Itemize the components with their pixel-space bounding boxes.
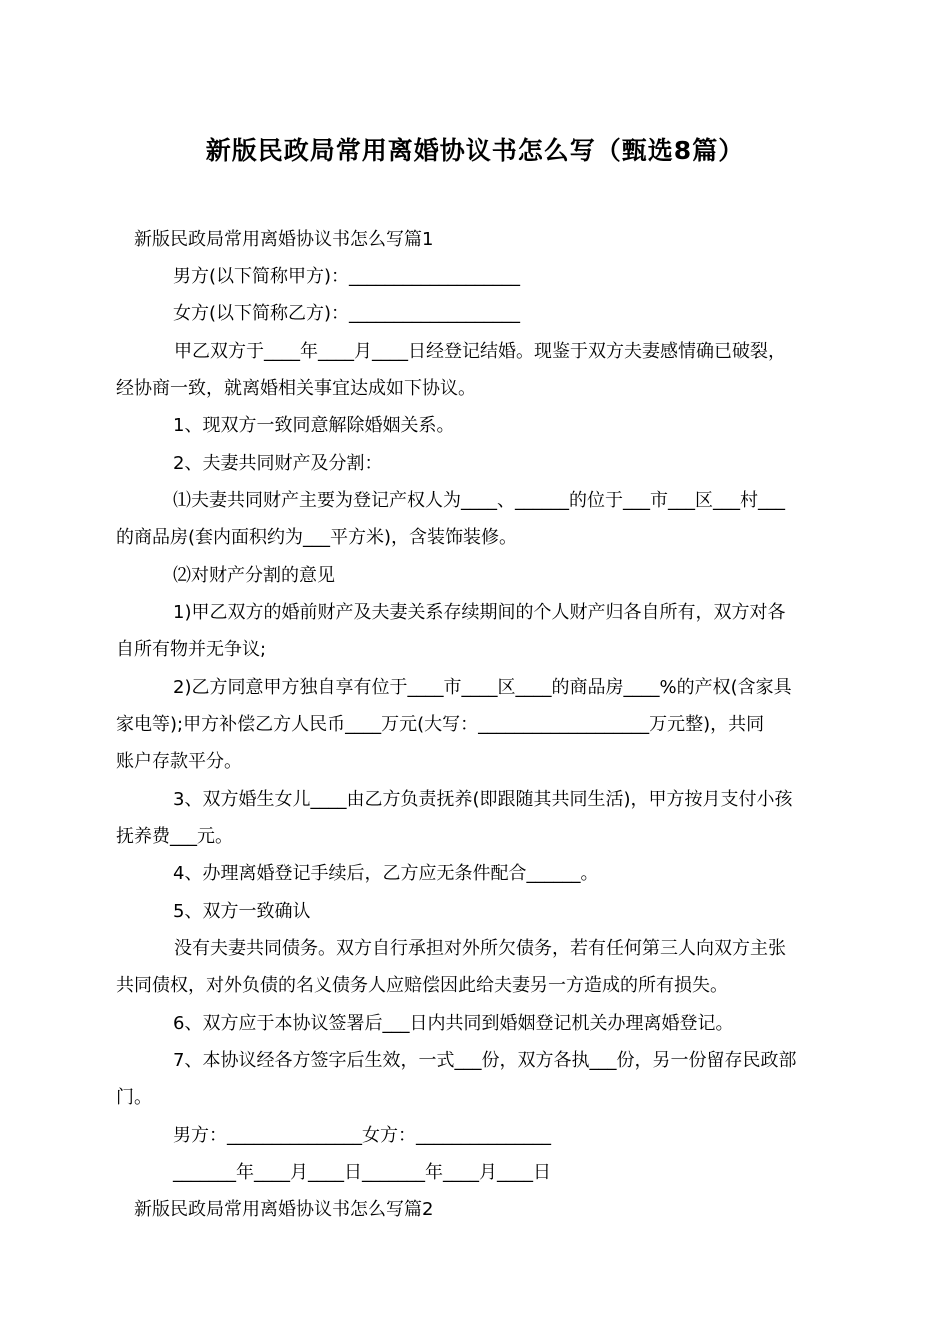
clause-6: 6、双方应于本协议签署后___日内共同到婚姻登记机关办理离婚登记。 — [173, 1013, 734, 1034]
clause-7-line-2: 门。 — [116, 1087, 152, 1108]
clause-3-line-1: 3、双方婚生女儿____由乙方负责抚养(即跟随其共同生活)，甲方按月支付小孩 — [173, 789, 793, 810]
clause-2-2-b-line-2: 家电等);甲方补偿乙方人民币____万元(大写：___________________万元整)，共同 — [116, 714, 765, 735]
clause-2-2-a-line-1: 1)甲乙双方的婚前财产及夫妻关系存续期间的个人财产归各自所有，双方对各 — [173, 602, 786, 623]
signature-row — [173, 1124, 551, 1148]
clause-2: 2、夫妻共同财产及分割： — [173, 453, 383, 474]
section-heading-1: 新版民政局常用离婚协议书怎么写篇1 — [134, 229, 434, 250]
male-date-field: _______年____月____日 — [173, 1162, 362, 1183]
clause-2-1-line-1: ⑴夫妻共同财产主要为登记产权人为____、______的位于___市___区___村___ — [173, 490, 785, 511]
clause-4: 4、办理离婚登记手续后，乙方应无条件配合______。 — [173, 863, 599, 884]
document-title: 新版民政局常用离婚协议书怎么写（甄选8篇） — [205, 136, 745, 165]
female-signature-field: 女方：_______________ — [362, 1125, 551, 1146]
clause-2-2-b-line-1: 2)乙方同意甲方独自享有位于____市____区____的商品房____%的产权(含家具 — [173, 677, 792, 698]
date-row — [173, 1161, 551, 1185]
female-party-line: 女方(以下简称乙方)：___________________ — [173, 303, 521, 324]
marriage-paragraph-line-2: 经协商一致，就离婚相关事宜达成如下协议。 — [116, 378, 476, 399]
male-signature-field: 男方：_______________ — [173, 1125, 362, 1146]
female-date-field: _______年____月____日 — [362, 1162, 551, 1183]
clause-7-line-1: 7、本协议经各方签字后生效，一式___份，双方各执___份，另一份留存民政部 — [173, 1050, 797, 1071]
clause-2-2-a-line-2: 自所有物并无争议; — [116, 639, 267, 660]
male-party-line: 男方(以下简称甲方)：___________________ — [173, 266, 521, 287]
clause-2-2: ⑵对财产分割的意见 — [173, 565, 335, 586]
section-heading-2: 新版民政局常用离婚协议书怎么写篇2 — [134, 1199, 434, 1220]
clause-5-body-line-1: 没有夫妻共同债务。双方自行承担对外所欠债务，若有任何第三人向双方主张 — [174, 938, 786, 959]
clause-5-body-line-2: 共同债权，对外负债的名义债务人应赔偿因此给夫妻另一方造成的所有损失。 — [116, 975, 728, 996]
clause-5: 5、双方一致确认 — [173, 901, 311, 922]
marriage-paragraph-line-1: 甲乙双方于____年____月____日经登记结婚。现鉴于双方夫妻感情确已破裂， — [174, 341, 786, 362]
clause-3-line-2: 抚养费___元。 — [116, 826, 233, 847]
clause-2-1-line-2: 的商品房(套内面积约为___平方米)，含装饰装修。 — [116, 527, 518, 548]
clause-1: 1、现双方一致同意解除婚姻关系。 — [173, 415, 455, 436]
clause-2-2-b-line-3: 账户存款平分。 — [116, 751, 242, 772]
